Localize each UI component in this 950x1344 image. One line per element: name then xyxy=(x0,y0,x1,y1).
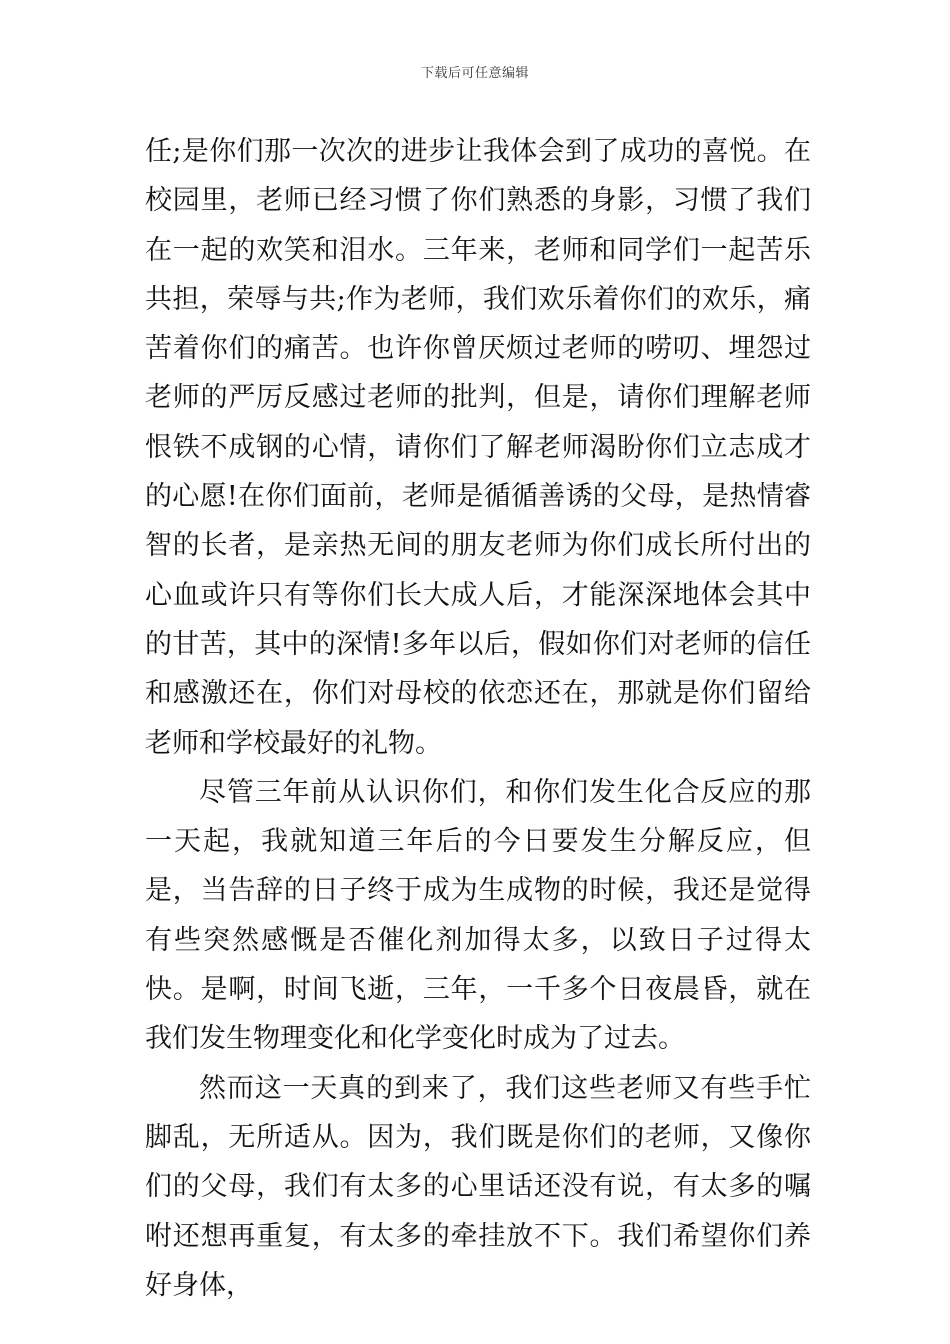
paragraph-1: 任;是你们那一次次的进步让我体会到了成功的喜悦。在校园里，老师已经习惯了你们熟悉的身影，习惯了我们在一起的欢笑和泪水。三年来，老师和同学们一起苦乐共担，荣辱与共;作为老师，我们欢乐着你们的欢乐，痛苦着你们的痛苦。也许你曾厌烦过老师的唠叨、埋怨过老师的严厉反感过老师的批判，但是，请你们理解老师恨铁不成钢的心情，请你们了解老师渴盼你们立志成才的心愿!在你们面前，老师是循循善诱的父母，是热情睿智的长者，是亲热无间的朋友老师为你们成长所付出的心血或许只有等你们长大成人后，才能深深地体会其中的甘苦，其中的深情!多年以后，假如你们对老师的信任和感激还在，你们对母校的依恋还在，那就是你们留给老师和学校最好的礼物。 xyxy=(145,136,811,759)
document-body xyxy=(145,127,811,1310)
paragraph-2: 尽管三年前从认识你们，和你们发生化合反应的那一天起，我就知道三年后的今日要发生分解反应，但是，当告辞的日子终于成为生成物的时候，我还是觉得有些突然感慨是否催化剂加得太多，以致日子过得太快。是啊，时间飞逝，三年，一千多个日夜晨昏，就在我们发生物理变化和化学变化时成为了过去。 xyxy=(145,776,811,1055)
paragraph-3: 然而这一天真的到来了，我们这些老师又有些手忙脚乱，无所适从。因为，我们既是你们的老师，又像你们的父母，我们有太多的心里话还没有说，有太多的嘱咐还想再重复，有太多的牵挂放不下。我们希望你们养好身体， xyxy=(145,1072,811,1301)
page-header: 下载后可任意编辑 xyxy=(420,66,529,81)
